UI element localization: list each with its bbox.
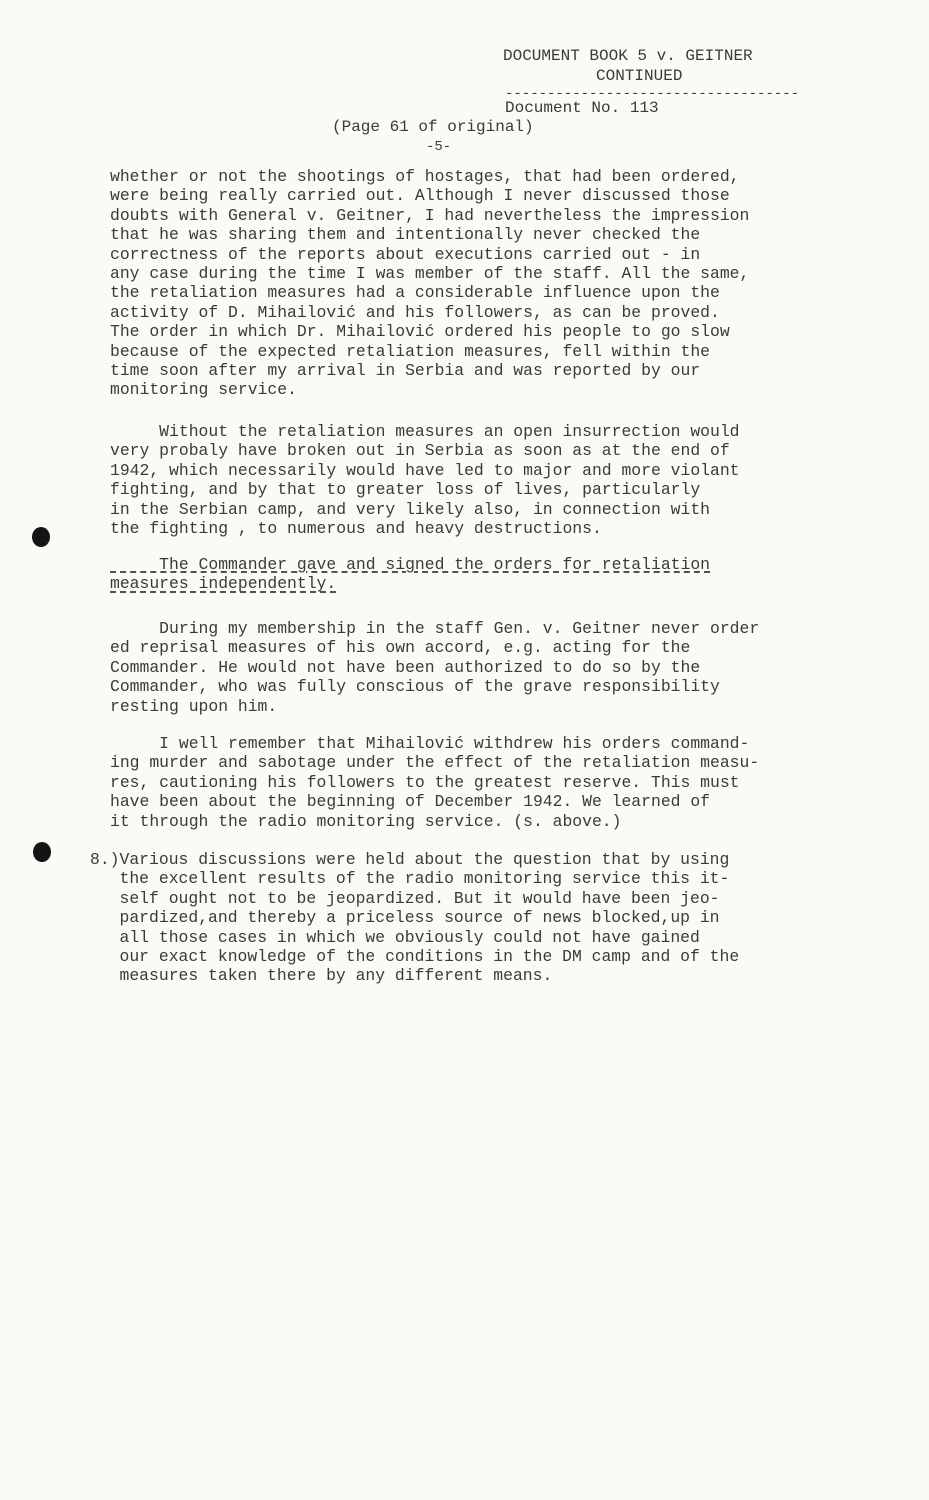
document-book-title: DOCUMENT BOOK 5 v. GEITNER (503, 47, 753, 65)
text-line: that he was sharing them and intentionally never checked the (110, 225, 701, 245)
heading-line: measures independently. (110, 574, 337, 594)
text-line: ing murder and sabotage under the effect of the retaliation measu- (110, 753, 760, 773)
page-of-original: (Page 61 of original) (332, 118, 534, 136)
paragraph-4 (110, 734, 890, 831)
text-line: 1942, which necessarily would have led to major and more violant (110, 460, 740, 480)
text-line: all those cases in which we obviously could not have gained (90, 927, 700, 947)
paragraph-3 (110, 619, 890, 716)
section-heading (110, 555, 890, 594)
text-line: fighting, and by that to greater loss of lives, particularly (110, 480, 701, 500)
text-line: Without the retaliation measures an open insurrection would (110, 422, 740, 441)
header-rule: ----------------------------------- (505, 86, 800, 102)
text-line: res, cautioning his followers to the greatest reserve. This must (110, 772, 740, 792)
punch-hole-icon (33, 842, 51, 862)
text-line: in the Serbian camp, and very likely also, in connection with (110, 499, 710, 519)
text-line: self ought not to be jeopardized. But it would have been jeo- (90, 888, 720, 908)
text-line: the retaliation measures had a considerable influence upon the (110, 283, 720, 303)
text-line: During my membership in the staff Gen. v. Geitner never order (110, 619, 760, 638)
text-line: ed reprisal measures of his own accord, e.g. acting for the (110, 638, 691, 658)
text-line: were being really carried out. Although I never discussed those (110, 186, 730, 206)
text-line: have been about the beginning of December 1942. We learned of (110, 792, 710, 812)
text-line: monitoring service. (110, 380, 297, 400)
text-line: time soon after my arrival in Serbia and was reported by our (110, 361, 701, 381)
text-line: resting upon him. (110, 696, 278, 716)
document-number: Document No. 113 (505, 99, 659, 117)
paragraph-5-numbered (90, 850, 870, 986)
text-line: activity of D. Mihailović and his followers, as can be proved. (110, 302, 720, 322)
text-line: 8.)Various discussions were held about the question that by using (90, 850, 730, 869)
page-number: -5- (426, 139, 452, 155)
text-line: very probaly have broken out in Serbia as soon as at the end of (110, 441, 730, 461)
text-line: I well remember that Mihailović withdrew his orders command- (110, 734, 750, 753)
text-line: correctness of the reports about executions carried out - in (110, 244, 701, 264)
text-line: the excellent results of the radio monitoring service this it- (90, 869, 730, 889)
text-line: Commander, who was fully conscious of the grave responsibility (110, 677, 720, 697)
heading-line: The Commander gave and signed the orders for retaliation (110, 555, 710, 574)
text-line: pardized,and thereby a priceless source of news blocked,up in (90, 908, 720, 928)
punch-hole-icon (32, 527, 50, 547)
text-line: it through the radio monitoring service. (s. above.) (110, 811, 622, 831)
text-line: because of the expected retaliation measures, fell within the (110, 341, 710, 361)
paragraph-1 (110, 167, 890, 400)
text-line: The order in which Dr. Mihailović ordered his people to go slow (110, 322, 730, 342)
continued-label: CONTINUED (596, 67, 683, 85)
text-line: measures taken there by any different means. (90, 966, 553, 986)
text-line: whether or not the shootings of hostages, that had been ordered, (110, 167, 740, 186)
text-line: the fighting , to numerous and heavy destructions. (110, 519, 602, 539)
text-line: doubts with General v. Geitner, I had nevertheless the impression (110, 205, 750, 225)
text-line: our exact knowledge of the conditions in the DM camp and of the (90, 947, 740, 967)
text-line: Commander. He would not have been authorized to do so by the (110, 657, 701, 677)
paragraph-2 (110, 422, 890, 538)
text-line: any case during the time I was member of the staff. All the same, (110, 264, 750, 284)
